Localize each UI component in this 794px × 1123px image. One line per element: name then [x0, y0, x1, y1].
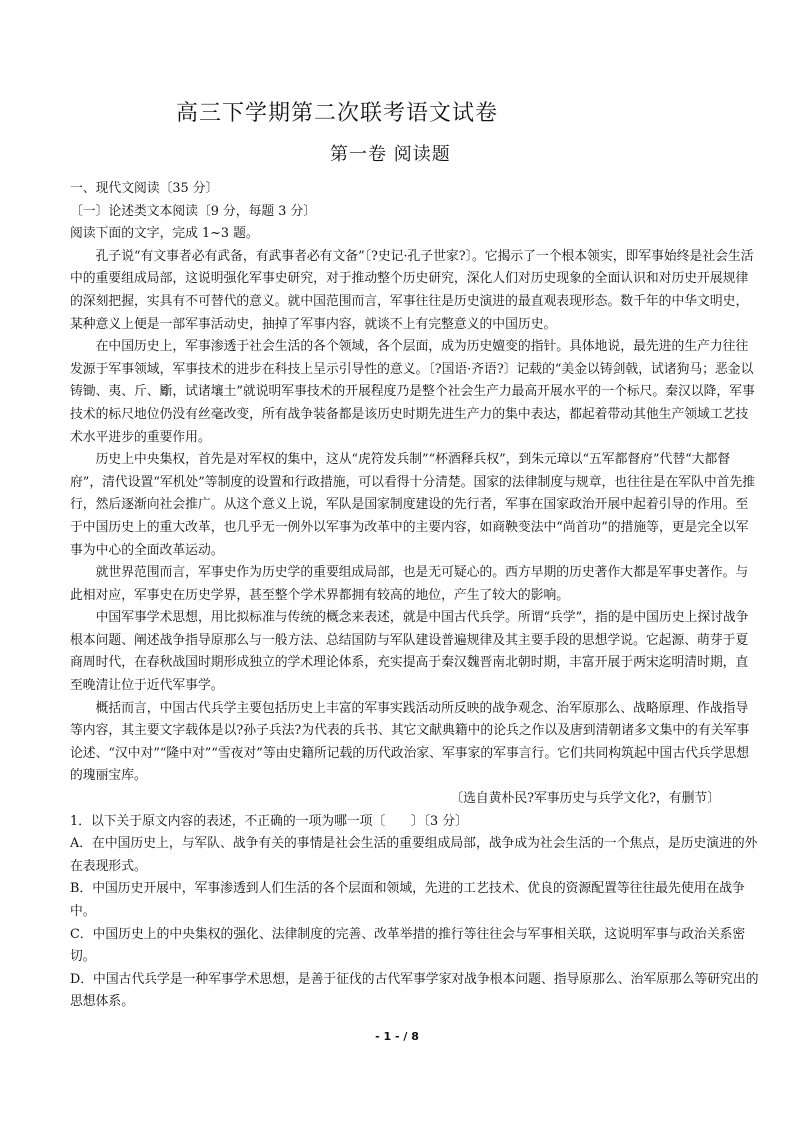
volume-heading: 第一卷 阅读题 [330, 144, 451, 165]
question-1-option-b: B．中国历史开展中，军事渗透到人们生活的各个层面和领域，先进的工艺技术、优良的资源配置等往往最先使用在战争中。 [70, 881, 745, 919]
passage-source: 〔选自黄朴民?军事历史与兵学文化?，有删节〕 [450, 791, 720, 807]
exam-content [70, 178, 760, 1014]
page-number: - 1 - / 8 [375, 1030, 419, 1043]
question-1-option-a: A．在中国历史上，与军队、战争有关的事情是社会生活的重要组成局部，战争成为社会生活的一个焦点，是历史演进的外在表现形式。 [70, 836, 758, 874]
passage-paragraph-4: 就世界范围而言，军事史作为历史学的重要组成局部，也是无可疑心的。西方早期的历史著作大都是军事史著作。与此相对应，军事史在历史学界，甚至整个学术界都拥有较高的地位，产生了较大的影响。 [70, 565, 749, 603]
passage-paragraph-2: 在中国历史上，军事渗透于社会生活的各个领域，各个层面，成为历史嬗变的指针。具体地说，最先进的生产力往往发源于军事领域，军事技术的进步在科技上呈示引导性的意义。〔?国语·齐语?〕记载的“美金以铸剑戟，试诸狗马；恶金以铸锄、夷、斤、斸，试诸壤土”就说明军事技术的开展程度乃是整个社会生产力最高开展水平的一个标尺。秦汉以降，军事技术的标尺地位仍没有丝毫改变，所有战争装备都是该历史时期先进生产力的集中表达，都起着带动其他生产领域工艺技术水平进步的重要作用。 [70, 339, 755, 445]
question-1-stem: 1．以下关于原文内容的表述，不正确的一项为哪一项〔 〕〔3 分〕 [70, 813, 468, 829]
section-heading: 一、现代文阅读〔35 分〕 [70, 181, 219, 196]
passage-paragraph-6: 概括而言，中国古代兵学主要包括历史上丰富的军事实践活动所反映的战争观念、治军原那么、战略原理、作战指导等内容，其主要文字载体是以?孙子兵法?为代表的兵书、其它文献典籍中的论兵之作以及唐到清朝诸多文集中的有关军事论述、“汉中对”“隆中对”“雪夜对”等由史籍所记载的历代政治家、军事家的军事言行。它们共同构筑起中国古代兵学思想的瑰丽宝库。 [70, 700, 750, 784]
passage-paragraph-3: 历史上中央集权，首先是对军权的集中，这从“虎符发兵制”“杯酒释兵权”，到朱元璋以“五军都督府”代替“大都督府”，清代设置“军机处”等制度的设置和行政措施，可以看得十分清楚。国家的法律制度与规章，也往往是在军队中首先推行，然后逐渐向社会推广。从这个意义上说，军队是国家制度建设的先行者，军事在国家政治开展中起着引导的作用。至于中国历史上的重大改革，也几乎无一例外以军事为改革中的主要内容，如商鞅变法中“尚首功”的措施等，更是完全以军事为中心的全面改革运动。 [70, 452, 756, 558]
sub-section-heading: 〔一〕论述类文本阅读〔9 分，每题 3 分〕 [70, 203, 317, 219]
question-1-option-d: D．中国古代兵学是一种军事学术思想，是善于征伐的古代军事学家对战争根本问题、指导原那么、治军原那么等研究出的思想体系。 [70, 971, 759, 1010]
page-title: 高三下学期第二次联考语文试卷 [176, 101, 499, 126]
passage-paragraph-1: 孔子说“有文事者必有武备，有武事者必有文备”〔?史记·孔子世家?〕。它揭示了一个根本领实，即军事始终是社会生活中的重要组成局部，这说明强化军事史研究，对于推动整个历史研究，深化人们对历史现象的全面认识和对历史开展规律的深刻把握，实具有不可替代的意义。就中国范围而言，军事往往是历史演进的最直观表现形态。数千年的中华文明史，某种意义上便是一部军事活动史，抽掉了军事内容，就谈不上有完整意义的中国历史。 [70, 248, 754, 332]
reading-instruction: 阅读下面的文字，完成 1~3 题。 [70, 226, 259, 242]
question-1-option-c: C．中国历史上的中央集权的强化、法律制度的完善、改革举措的推行等往往会与军事相关联，这说明军事与政治关系密切。 [70, 926, 746, 965]
passage-paragraph-5: 中国军事学术思想，用比拟标准与传统的概念来表述，就是中国古代兵学。所谓“兵学”，指的是中国历史上探讨战争根本问题、阐述战争指导原那么与一般方法、总结国防与军队建设普遍规律及其主要手段的思想学说。它起源、萌芽于夏商周时代，在春秋战国时期形成独立的学术理论体系，充实提高于秦汉魏晋南北朝时期，丰富开展于两宋迄明清时期，直至晚清让位于近代军事学。 [70, 610, 749, 694]
